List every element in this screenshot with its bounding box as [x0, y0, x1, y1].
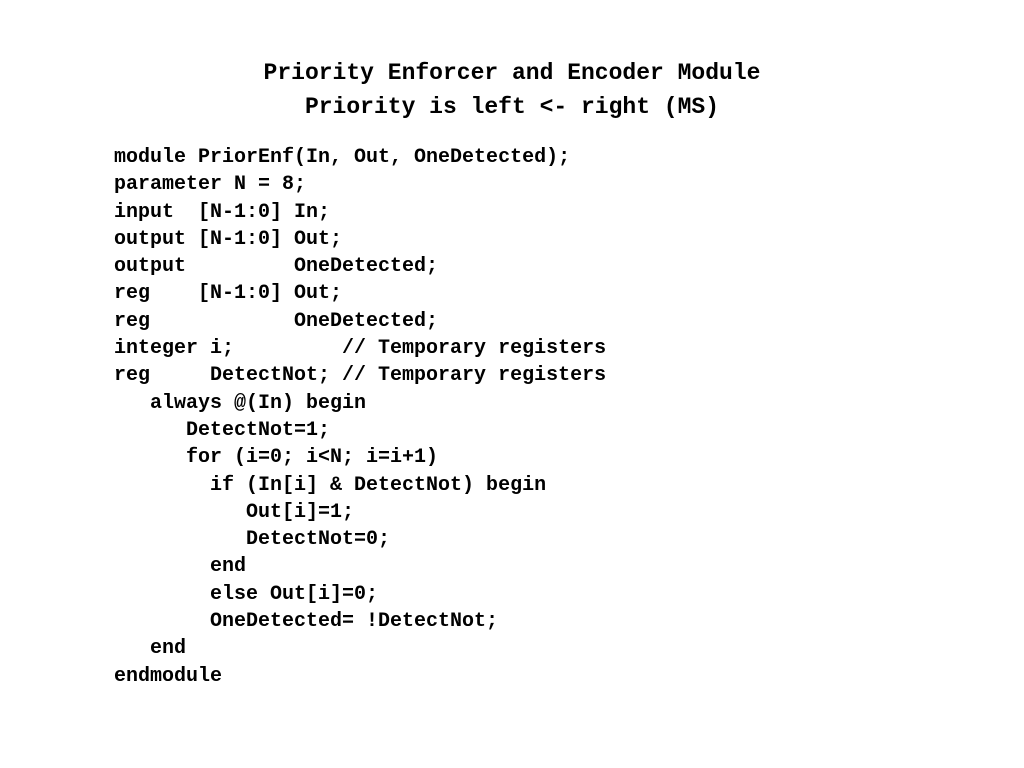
code-line: Out[i]=1;: [114, 500, 355, 524]
code-line: module PriorEnf(In, Out, OneDetected);: [114, 146, 571, 169]
code-line: reg DetectNot; // Temporary registers: [114, 364, 607, 388]
code-line: DetectNot=0;: [114, 528, 391, 552]
code-line: else Out[i]=0;: [114, 582, 379, 606]
code-line: always @(In) begin: [114, 391, 367, 415]
code-block: [114, 144, 606, 690]
code-line: for (i=0; i<N; i=i+1): [114, 446, 439, 470]
code-line: integer i; // Temporary registers: [114, 337, 607, 361]
slide-title: [0, 56, 1024, 124]
code-line: input [N-1:0] In;: [114, 200, 331, 224]
code-line: output OneDetected;: [114, 255, 439, 279]
code-line: OneDetected= !DetectNot;: [114, 610, 499, 634]
title-line-1: Priority Enforcer and Encoder Module: [263, 60, 761, 86]
code-line: reg OneDetected;: [114, 309, 439, 333]
code-line: end: [114, 637, 187, 661]
code-line: end: [114, 555, 247, 579]
code-line: parameter N = 8;: [114, 173, 307, 197]
code-line: output [N-1:0] Out;: [114, 227, 343, 251]
code-line: reg [N-1:0] Out;: [114, 282, 343, 306]
code-line: DetectNot=1;: [114, 418, 331, 442]
title-line-2: Priority is left <- right (MS): [304, 94, 720, 120]
code-line: endmodule: [114, 664, 223, 688]
code-line: if (In[i] & DetectNot) begin: [114, 473, 547, 497]
